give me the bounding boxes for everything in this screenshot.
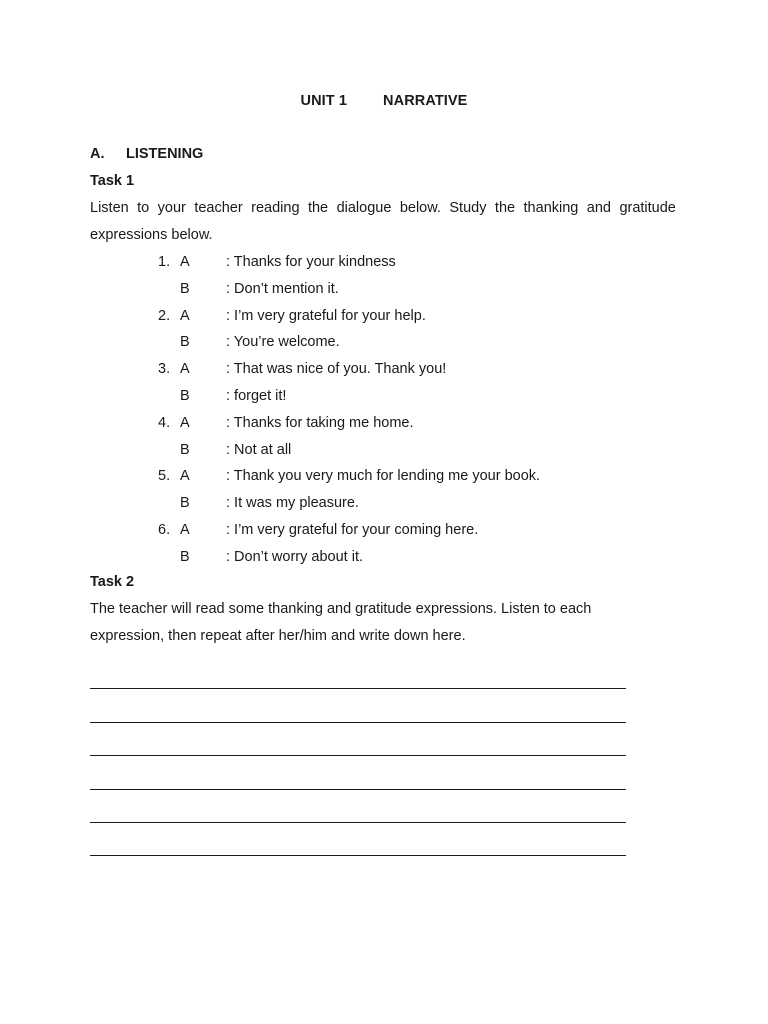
speaker-a: A: [180, 414, 190, 431]
speaker-b: B: [180, 441, 190, 458]
section-label: LISTENING: [126, 146, 204, 162]
instruction-word: and: [586, 200, 611, 216]
speaker-a: A: [180, 521, 190, 538]
page-title: [0, 93, 768, 109]
speaker-b: B: [180, 495, 190, 512]
dialogue-line-a: : Thanks for your kindness: [226, 254, 396, 270]
answer-line[interactable]: [90, 827, 626, 860]
instruction-word: below.: [399, 200, 441, 216]
dialogue-line-b: : Not at all: [226, 441, 292, 458]
task2-instruction-line1: The teacher will read some thanking and gratitude expressions. Listen to each: [90, 601, 592, 617]
answer-line[interactable]: [90, 727, 626, 760]
dialogue-number: 3.: [158, 361, 171, 378]
instruction-word: Study: [449, 200, 487, 216]
dialogue-row-b: [90, 490, 690, 517]
dialogue-row-a: [90, 356, 690, 383]
speaker-a: A: [180, 468, 190, 485]
instruction-word: the: [494, 200, 516, 216]
answer-line[interactable]: [90, 660, 626, 693]
answer-lines: [90, 660, 626, 860]
dialogue-number: 2.: [158, 307, 171, 324]
task2-instruction: [90, 596, 676, 650]
answer-line[interactable]: [90, 693, 626, 726]
instruction-word: dialogue: [336, 200, 392, 216]
task1-heading: Task 1: [90, 173, 135, 189]
dialogue-number: 6.: [158, 521, 171, 538]
task1-instruction: [90, 195, 676, 249]
dialogue-row-a: [90, 303, 690, 330]
instruction-word: thanking: [523, 200, 579, 216]
dialogue-row-b: [90, 437, 690, 464]
dialogue-row-a: [90, 410, 690, 437]
dialogue-line-b: : It was my pleasure.: [226, 495, 359, 512]
answer-line[interactable]: [90, 794, 626, 827]
dialogue-number: 4.: [158, 414, 171, 431]
dialogue-line-a: : Thanks for taking me home.: [226, 414, 414, 431]
task2-heading: Task 2: [90, 574, 135, 590]
dialogue-row-a: [90, 463, 690, 490]
section-letter: A.: [90, 146, 105, 162]
answer-line[interactable]: [90, 760, 626, 793]
instruction-word: to: [137, 200, 150, 216]
task2-instruction-line2: expression, then repeat after her/him and write down here.: [90, 628, 466, 644]
dialogue-row-b: [90, 276, 690, 303]
dialogue-line-b: : Don’t worry about it.: [226, 548, 363, 565]
dialogue-list: [90, 249, 690, 571]
speaker-b: B: [180, 280, 190, 297]
task1-instruction-line1: [90, 195, 676, 222]
dialogue-number: 5.: [158, 468, 171, 485]
instruction-word: gratitude: [619, 200, 676, 216]
unit-number: UNIT 1: [300, 93, 348, 109]
dialogue-line-a: : I’m very grateful for your help.: [226, 307, 426, 324]
dialogue-row-b: [90, 329, 690, 356]
instruction-word: the: [307, 200, 329, 216]
instruction-word: reading: [251, 200, 300, 216]
speaker-a: A: [180, 254, 190, 270]
dialogue-row-a: [90, 517, 690, 544]
dialogue-line-a: : Thank you very much for lending me your book.: [226, 468, 541, 485]
dialogue-line-b: : Don’t mention it.: [226, 280, 339, 297]
unit-name: NARRATIVE: [383, 93, 468, 109]
dialogue-row-b: [90, 383, 690, 410]
instruction-word: Listen: [90, 200, 129, 216]
dialogue-line-b: : You’re welcome.: [226, 334, 340, 351]
speaker-a: A: [180, 361, 190, 378]
dialogue-number: 1.: [158, 254, 171, 270]
speaker-b: B: [180, 387, 190, 404]
speaker-a: A: [180, 307, 190, 324]
dialogue-line-a: : That was nice of you. Thank you!: [226, 361, 447, 378]
task1-instruction-line2: expressions below.: [90, 227, 213, 243]
dialogue-row-a: [90, 249, 690, 276]
dialogue-row-b: [90, 544, 690, 571]
section-heading: [90, 146, 203, 162]
instruction-word: your: [157, 200, 186, 216]
speaker-b: B: [180, 548, 190, 565]
speaker-b: B: [180, 334, 190, 351]
dialogue-line-a: : I’m very grateful for your coming here.: [226, 521, 479, 538]
dialogue-line-b: : forget it!: [226, 387, 287, 404]
instruction-word: teacher: [194, 200, 243, 216]
